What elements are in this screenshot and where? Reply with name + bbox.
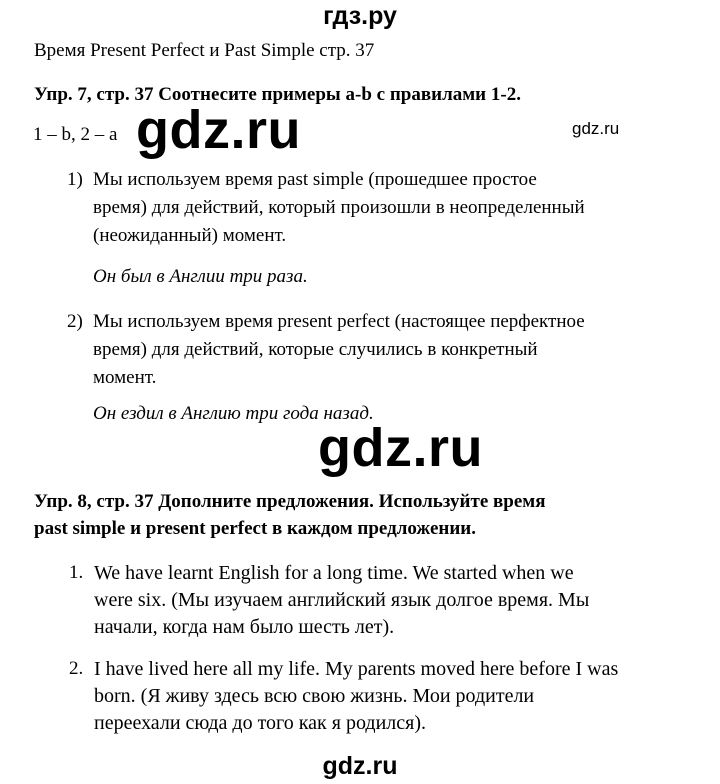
rule-2-line-2: время) для действий, которые случились в конкретный [93,339,538,360]
watermark-large-1: gdz.ru [136,100,301,160]
item-1-line-2: were six. (Мы изучаем английский язык долгое время. Мы [94,589,590,611]
rule-1-line-3: (неожиданный) момент. [93,225,287,246]
rule-2-number: 2) [67,311,83,332]
exercise-8-title-line-1: Упр. 8, стр. 37 Дополните предложения. Используйте время [34,491,546,512]
rule-2-line-1: Мы используем время present perfect (настоящее перфектное [93,311,585,332]
watermark-footer[interactable]: gdz.ru [322,752,398,780]
item-2-number: 2. [69,658,84,679]
exercise-7-title: Упр. 7, стр. 37 Соотнесите примеры a-b с правилами 1-2. [34,84,521,105]
item-1-line-1: We have learnt English for a long time. We started when we [94,562,574,584]
watermark-large-2: gdz.ru [318,418,483,478]
site-header[interactable]: гдз.ру [323,2,397,30]
rule-1-line-1: Мы используем время past simple (прошедшее простое [93,169,537,190]
item-1-line-3: начали, когда нам было шесть лет). [94,616,395,638]
item-2-line-1: I have lived here all my life. My parents moved here before I was [94,658,619,680]
rule-2-example: Он ездил в Англию три года назад. [93,403,374,424]
item-1-number: 1. [69,562,84,583]
rule-1-number: 1) [67,169,83,190]
exercise-7-answer: 1 – b, 2 – a [33,124,118,145]
rule-2-line-3: момент. [93,367,157,388]
rule-1-example: Он был в Англии три раза. [93,266,308,287]
page-subtitle: Время Present Perfect и Past Simple стр. 37 [34,40,375,61]
rule-1-line-2: время) для действий, который произошли в неопределенный [93,197,585,218]
item-2-line-3: переехали сюда до того как я родился). [94,712,426,734]
item-2-line-2: born. (Я живу здесь всю свою жизнь. Мои родители [94,685,535,707]
exercise-8-title-line-2: past simple и present perfect в каждом предложении. [34,518,476,539]
watermark-small-1: gdz.ru [572,119,620,138]
